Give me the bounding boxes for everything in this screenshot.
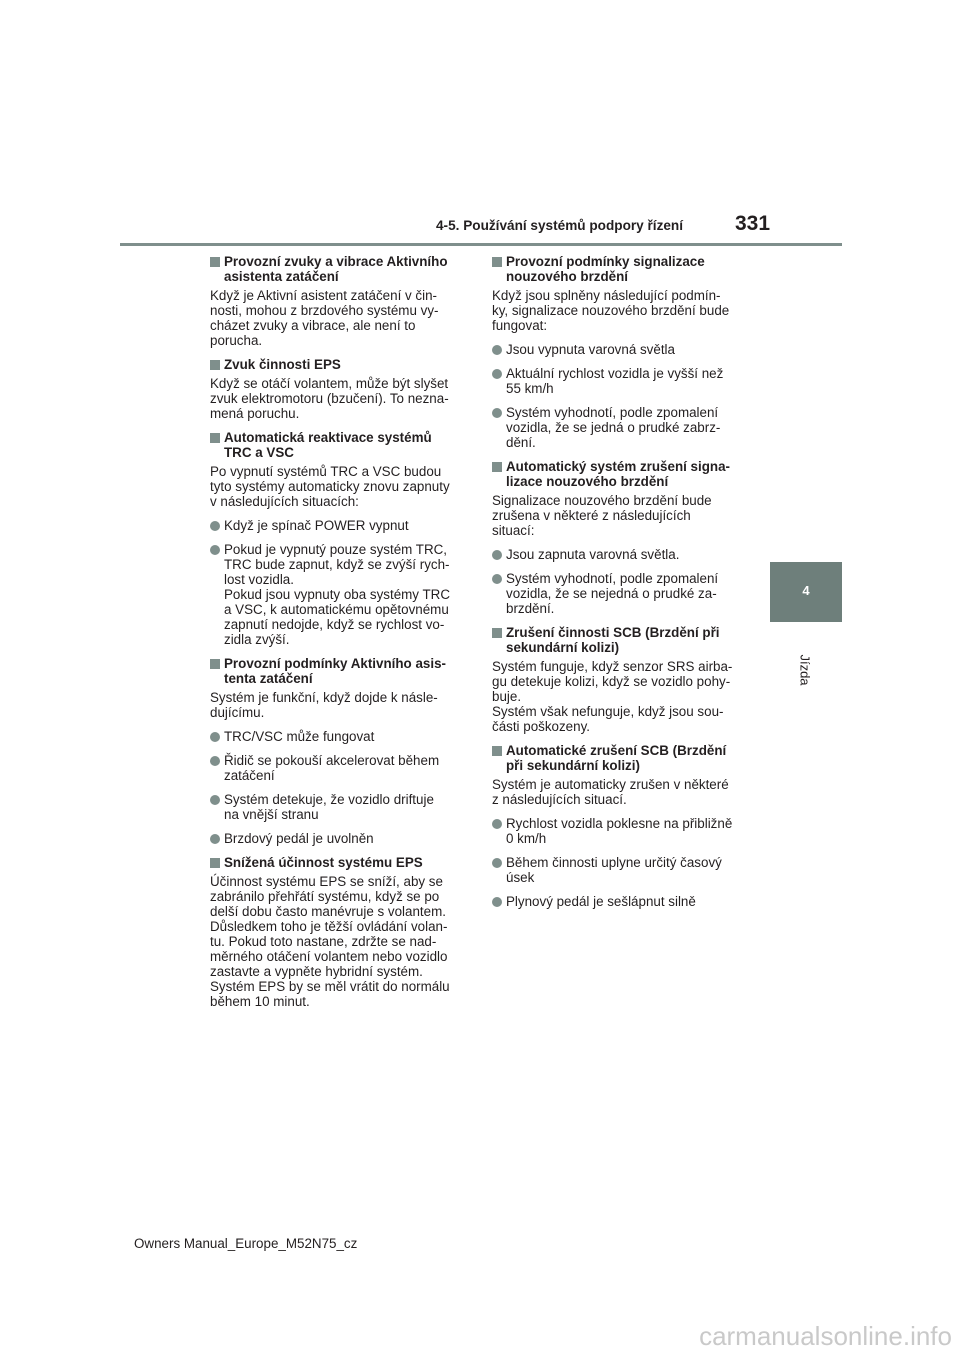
square-bullet-icon xyxy=(492,628,502,638)
circle-bullet-icon xyxy=(210,834,220,844)
circle-bullet-icon xyxy=(492,550,502,560)
page-number: 331 xyxy=(735,212,771,235)
paragraph: Signalizace nouzového brzdění bude zrušena v některé z následujících situací: xyxy=(492,493,712,538)
list-item-text: Pokud je vypnutý pouze systém TRC, TRC bude zapnut, když se zvýší rych- lost vozidla. Pokud jsou vypnuty oba systémy TRC a VSC, k automatickému opětovnému zapnutí nedojde, když se rychlost vo- zidla zvýší. xyxy=(224,542,451,647)
list-item xyxy=(210,792,472,822)
section-heading xyxy=(492,459,754,489)
list-item-text: Brzdový pedál je uvolněn xyxy=(224,831,374,846)
circle-bullet-icon xyxy=(492,408,502,418)
heading-text: Provozní zvuky a vibrace Aktivního asistenta zatáčení xyxy=(224,254,448,284)
list-item xyxy=(492,816,754,846)
chapter-number: 4 xyxy=(802,583,810,598)
section-heading xyxy=(492,743,754,773)
section-heading xyxy=(210,656,472,686)
list-item xyxy=(210,542,472,647)
heading-text: Automatická reaktivace systémů TRC a VSC xyxy=(224,430,432,460)
list-item-text: Když je spínač POWER vypnut xyxy=(224,518,409,533)
circle-bullet-icon xyxy=(210,545,220,555)
list-item xyxy=(492,366,754,396)
list-item-text: Rychlost vozidla poklesne na přibližně 0 km/h xyxy=(506,816,733,846)
heading-text: Zrušení činnosti SCB (Brzdění při sekundární kolizi) xyxy=(506,625,720,655)
chapter-label-text: Jízda xyxy=(797,654,813,686)
list-item-text: Systém detekuje, že vozidlo driftuje na vnější stranu xyxy=(224,792,434,822)
list-item-text: Aktuální rychlost vozidla je vyšší než 55 km/h xyxy=(506,366,724,396)
list-item xyxy=(492,342,754,357)
circle-bullet-icon xyxy=(210,521,220,531)
section-title: 4-5. Používání systémů podpory řízení xyxy=(436,218,684,233)
list-item xyxy=(210,831,472,846)
list-item xyxy=(492,571,754,616)
left-column xyxy=(210,254,472,1018)
square-bullet-icon xyxy=(210,659,220,669)
circle-bullet-icon xyxy=(210,795,220,805)
chapter-label xyxy=(798,650,812,690)
circle-bullet-icon xyxy=(492,819,502,829)
list-item xyxy=(492,547,754,562)
right-column xyxy=(492,254,754,918)
header-divider xyxy=(120,243,842,246)
heading-text: Zvuk činnosti EPS xyxy=(224,357,341,372)
section-heading xyxy=(210,254,472,284)
circle-bullet-icon xyxy=(492,369,502,379)
paragraph: Když jsou splněny následující podmín- ky, signalizace nouzového brzdění bude fungovat: xyxy=(492,288,730,333)
list-item-text: Systém vyhodnotí, podle zpomalení vozidla, že se nejedná o prudké za- brzdění. xyxy=(506,571,719,616)
list-item-text: Řidič se pokouší akcelerovat během zatáčení xyxy=(224,753,440,783)
list-item xyxy=(210,753,472,783)
chapter-tab xyxy=(770,562,842,622)
heading-text: Snížená účinnost systému EPS xyxy=(224,855,423,870)
list-item-text: TRC/VSC může fungovat xyxy=(224,729,375,744)
section-heading xyxy=(210,430,472,460)
circle-bullet-icon xyxy=(492,345,502,355)
section-heading xyxy=(492,625,754,655)
section-heading xyxy=(210,855,472,870)
list-item xyxy=(210,518,472,533)
section-heading xyxy=(210,357,472,372)
heading-text: Provozní podmínky Aktivního asis- tenta zatáčení xyxy=(224,656,446,686)
list-item xyxy=(492,405,754,450)
list-item-text: Systém vyhodnotí, podle zpomalení vozidla, že se jedná o prudké zabrz- dění. xyxy=(506,405,721,450)
circle-bullet-icon xyxy=(210,756,220,766)
circle-bullet-icon xyxy=(492,897,502,907)
paragraph: Když se otáčí volantem, může být slyšet zvuk elektromotoru (bzučení). To nezna- mená poruchu. xyxy=(210,376,449,421)
paragraph: Když je Aktivní asistent zatáčení v čin- nosti, mohou z brzdového systému vy- cházet zvuky a vibrace, ale není to porucha. xyxy=(210,288,439,348)
heading-text: Automatické zrušení SCB (Brzdění při sekundární kolizi) xyxy=(506,743,727,773)
list-item-text: Během činnosti uplyne určitý časový úsek xyxy=(506,855,722,885)
square-bullet-icon xyxy=(210,858,220,868)
footer-text: Owners Manual_Europe_M52N75_cz xyxy=(134,1236,358,1251)
watermark: carmanualsonline.info xyxy=(699,1321,952,1351)
list-item-text: Plynový pedál je sešlápnut silně xyxy=(506,894,696,909)
circle-bullet-icon xyxy=(210,732,220,742)
list-item xyxy=(492,855,754,885)
list-item-text: Jsou vypnuta varovná světla xyxy=(506,342,675,357)
paragraph: Systém je automaticky zrušen v některé z následujících situací. xyxy=(492,777,729,807)
square-bullet-icon xyxy=(492,462,502,472)
square-bullet-icon xyxy=(492,746,502,756)
paragraph: Po vypnutí systémů TRC a VSC budou tyto systémy automaticky znovu zapnuty v následujících situacích: xyxy=(210,464,450,509)
list-item xyxy=(210,729,472,744)
square-bullet-icon xyxy=(210,360,220,370)
heading-text: Automatický systém zrušení signa- lizace nouzového brzdění xyxy=(506,459,730,489)
square-bullet-icon xyxy=(492,257,502,267)
list-item-text: Jsou zapnuta varovná světla. xyxy=(506,547,680,562)
paragraph: Systém je funkční, když dojde k násle- dujícímu. xyxy=(210,690,438,720)
square-bullet-icon xyxy=(210,433,220,443)
circle-bullet-icon xyxy=(492,574,502,584)
heading-text: Provozní podmínky signalizace nouzového brzdění xyxy=(506,254,705,284)
circle-bullet-icon xyxy=(492,858,502,868)
paragraph: Účinnost systému EPS se sníží, aby se zabránilo přehřátí systému, když se po delší dobu často manévruje s volantem. Důsledkem toho je těžší ovládání volan- tu. Pokud toto nastane, zdržte se nad- měrného otáčení volantem nebo vozidlo zastavte a vypněte hybridní systém. Systém EPS by se měl vrátit do normálu během 10 minut. xyxy=(210,874,450,1009)
list-item xyxy=(492,894,754,909)
paragraph: Systém funguje, když senzor SRS airba- gu detekuje kolizi, když se vozidlo pohy- buje. Systém však nefunguje, když jsou sou- části poškozeny. xyxy=(492,659,733,734)
square-bullet-icon xyxy=(210,257,220,267)
section-heading xyxy=(492,254,754,284)
